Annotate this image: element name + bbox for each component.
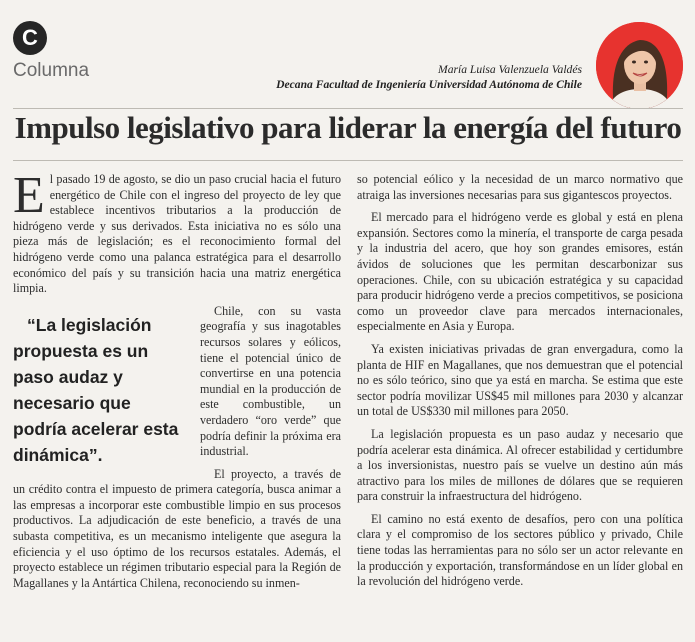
paragraph: El pasado 19 de agosto, se dio un paso crucial hacia el futuro energético de Chile con el ingreso del proyecto de ley que establece incentivos tributarios a la producción de hidrógeno verde y sus derivados. Esta iniciativa no es sólo una pieza más de legislación; es el reconocimiento formal del hidrógeno verde como una palanca estratégica para el desarrollo económico del país y su transición hacia una matriz energética limpia. [13, 167, 341, 296]
headline-rule [13, 160, 683, 161]
author-title: Decana Facultad de Ingeniería Universidad Autónoma de Chile [276, 78, 582, 91]
author-portrait-icon [596, 22, 683, 109]
paragraph: El proyecto, a través de un crédito contra el impuesto de primera categoría, busca animar a las empresas a incorporar este combustible limpio en sus procesos productivos. La adjudicación de este beneficio, a través de una subasta competitiva, es un mecanismo inteligente que asegura la eficiencia y el uso óptimo de los recursos estatales. Además, el proyecto establece un régimen tributario especial para la Región de Magallanes y la Antártica Chilena, reconociendo su inmen- [13, 466, 341, 590]
author-name: María Luisa Valenzuela Valdés [438, 63, 582, 76]
section-label: Columna [13, 60, 90, 81]
paragraph: so potencial eólico y la necesidad de un marco normativo que atraiga las inversiones necesarias para sus gigantescos proyectos. [357, 172, 683, 202]
author-byline [276, 62, 582, 92]
paragraph: Ya existen iniciativas privadas de gran envergadura, como la planta de HIF en Magallanes, que nos demuestran que el potencial no es sólo teórico, sino que ya está en marcha. Se estima que este sector podría movilizar US$45 mil millones para 2030 y alcanzar un total de US$330 mil millones para 2050. [357, 341, 683, 419]
header-rule [13, 108, 683, 109]
paragraph: El camino no está exento de desafíos, pero con una política clara y el compromiso de los sectores público y privado, Chile tiene todas las herramientas para no sólo ser un actor relevante en la producción y exportación, transformándose en un líder global en la revolución del hidrógeno verde. [357, 511, 683, 589]
pull-quote: “La legislación propuesta es un paso audaz y necesario que podría acelerar esta dinámica”. [13, 314, 179, 465]
paragraph: “La legislación propuesta es un paso audaz y necesario que podría acelerar esta dinámica”. Chile, con su vasta geografía y sus inagotables recursos solares y eólicos, tiene el potencial único de convertirse en una potencia mundial en la producción de este combustible, un verdadero “oro verde” que podría definir la próxima era industrial. [13, 304, 341, 460]
author-photo [596, 22, 683, 109]
article-column-1 [13, 167, 341, 598]
drop-cap: E [13, 167, 45, 224]
paragraph: La legislación propuesta es un paso audaz y necesario que podría acelerar esta dinámica. Al ofrecer estabilidad y certidumbre a los inversionistas, nuestro país se vuelve un destino aún más atractivo para los miles de millones de dólares que se requieren para construir la infraestructura del hidrógeno. [357, 426, 683, 504]
article-headline: Impulso legislativo para liderar la energía del futuro [14, 110, 682, 145]
paragraph: El mercado para el hidrógeno verde es global y está en plena expansión. Sectores como la minería, el transporte de carga pesada y la industria del acero, que hoy son grandes emisores, están ávidos de soluciones que les permitan descarbonizar sus operaciones. Chile, con su ubicación estratégica y su capacidad para producir hidrógeno verde a precios competitivos, se posiciona como un proveedor clave para mercados internacionales, especialmente en Asia y Europa. [357, 210, 683, 334]
column-badge: C [13, 21, 47, 55]
article-column-2 [357, 172, 683, 597]
